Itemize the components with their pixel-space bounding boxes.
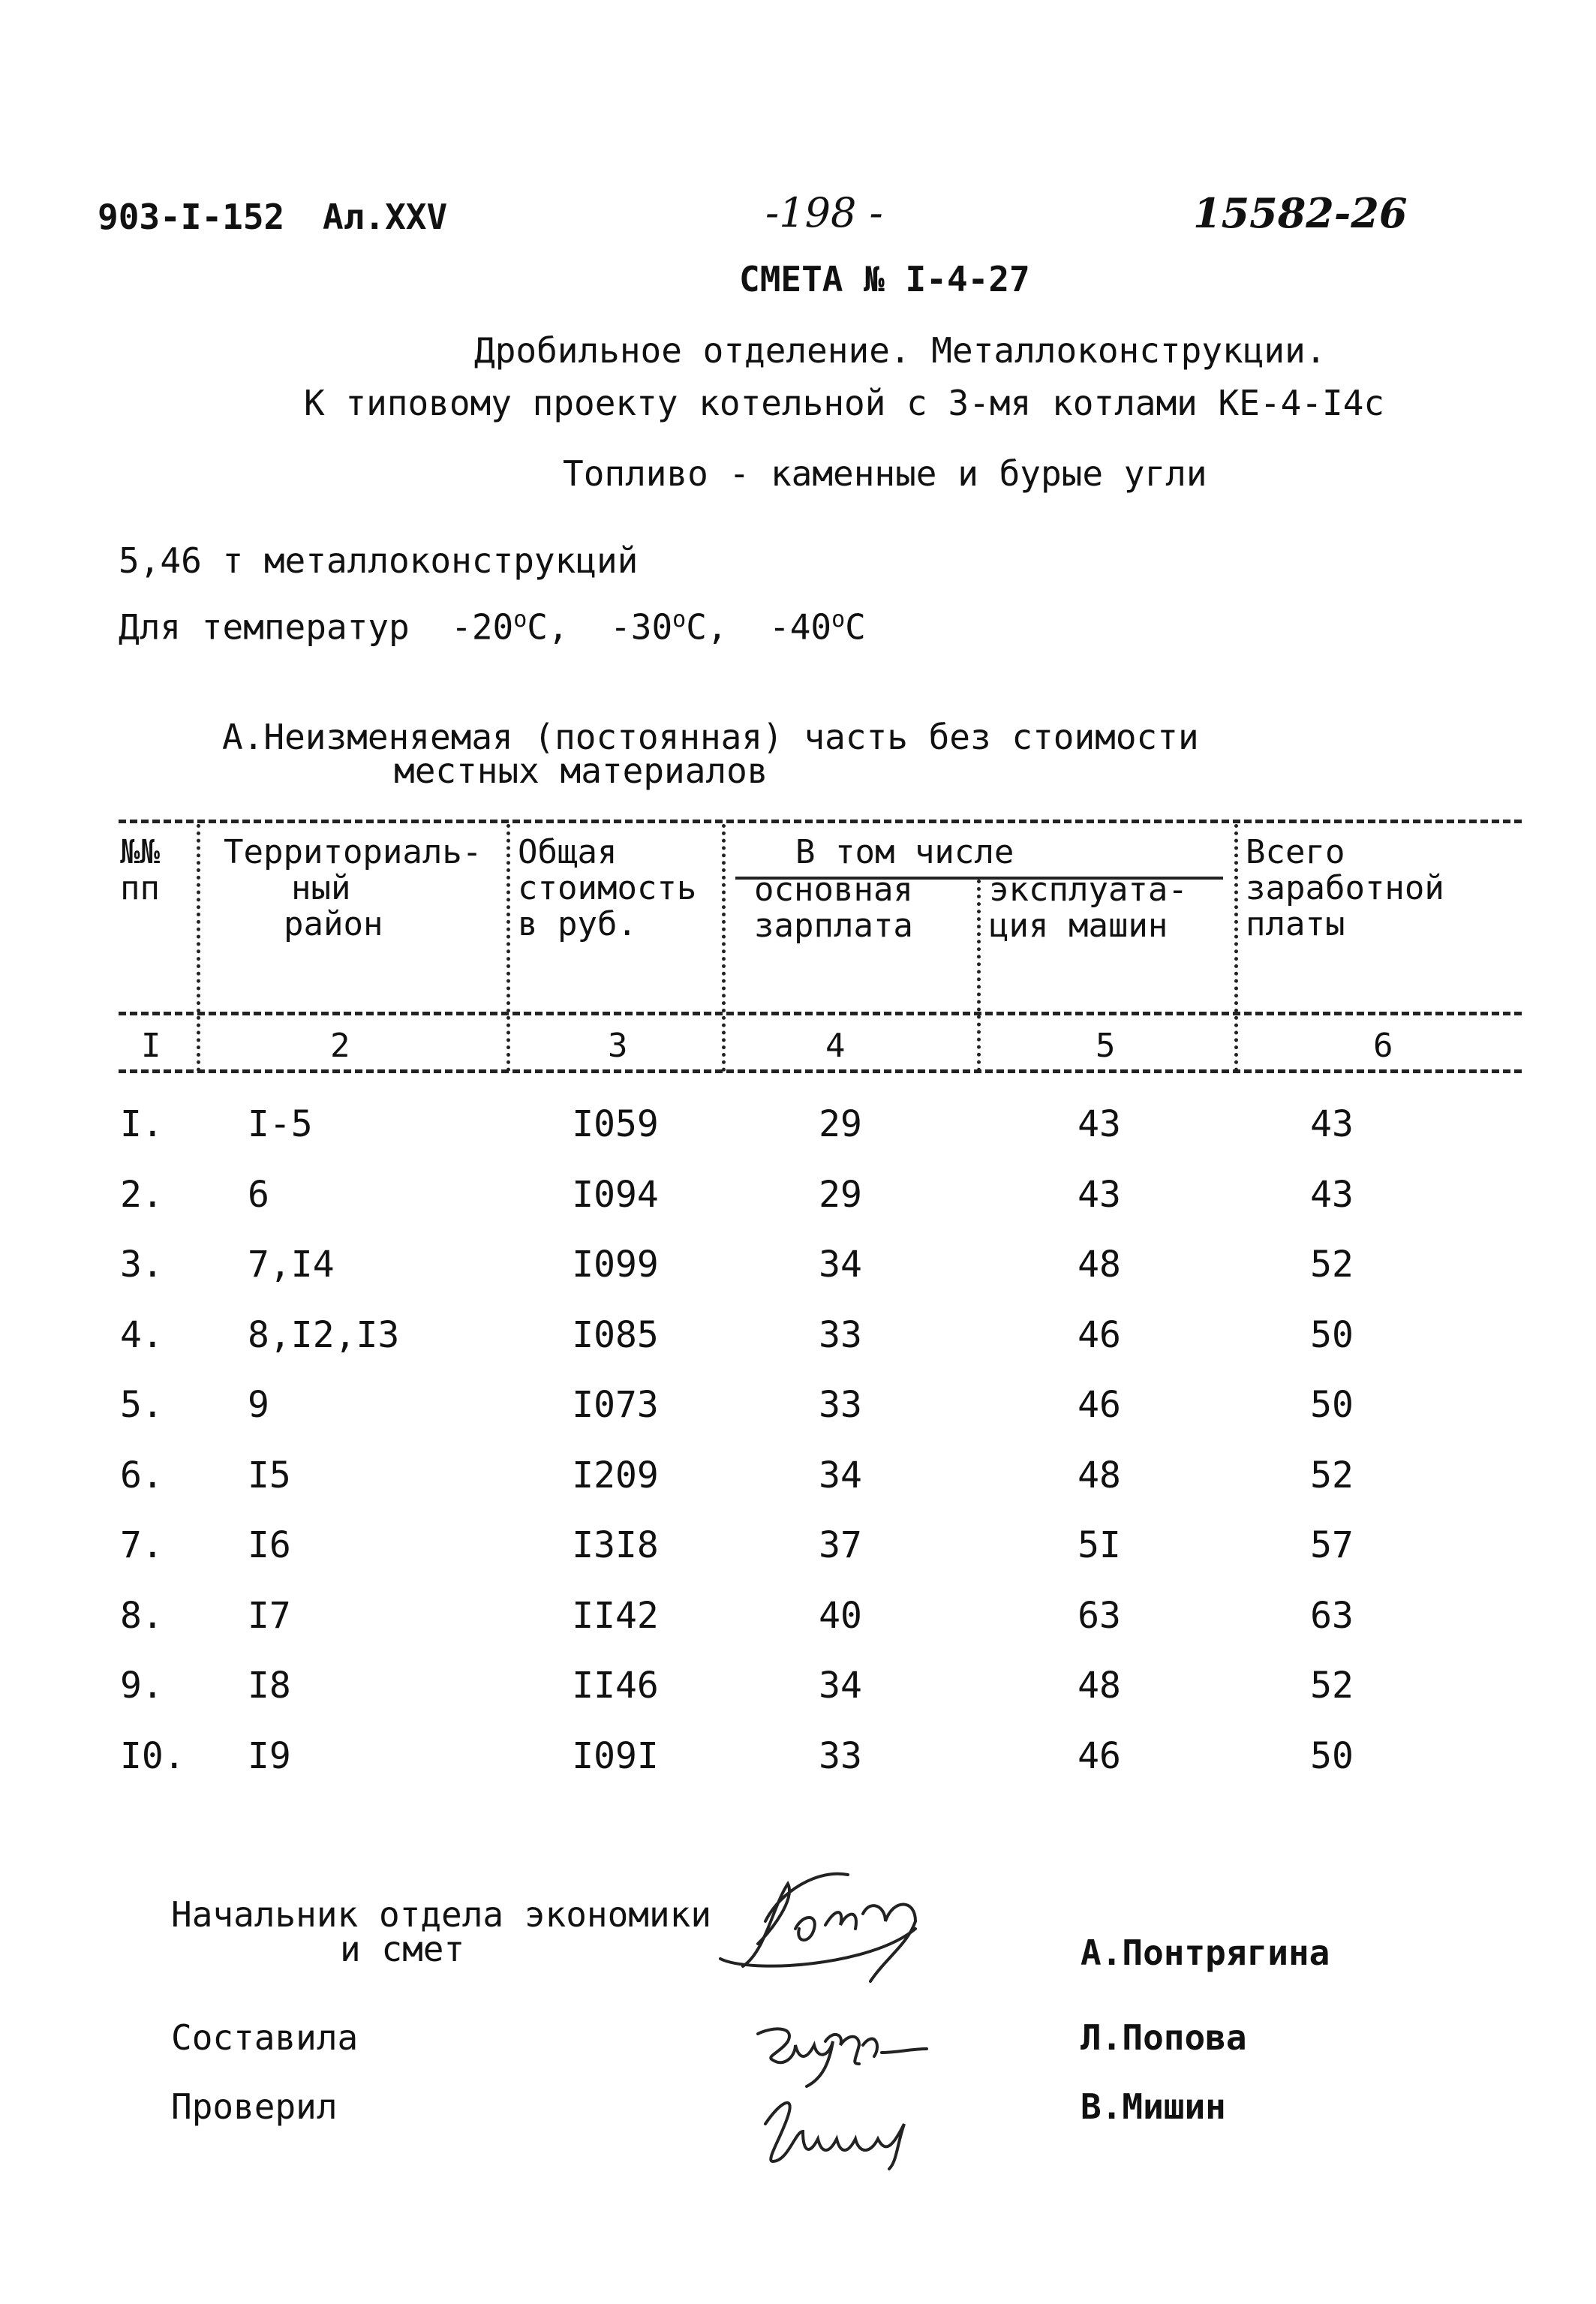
header-text: зарплата [754,907,913,945]
row-number: 5. [120,1384,164,1426]
column-divider [197,824,200,1072]
total-cost-cell: I209 [572,1454,659,1496]
header-col-total [518,835,696,943]
district-cell: 6 [248,1174,269,1216]
salary-cell: 29 [819,1174,862,1216]
row-number: I0. [120,1735,185,1777]
temperature-prefix: Для температур [119,606,410,648]
subtitle-section: Дробильное отделение. Металлоконструкции. [474,330,1327,371]
header-col-machines [989,872,1188,944]
header-text: Общая [518,833,618,871]
machines-cell: 43 [1078,1174,1121,1216]
section-heading: А.Неизменяемая (постоянная) часть без стоимости [222,717,1199,757]
signer-role-checker: Проверил [171,2086,338,2127]
machines-cell: 43 [1078,1103,1121,1145]
signer-role-compiler: Составила [171,2017,359,2058]
celsius-unit: С, [527,606,569,648]
handwritten-signatures [675,1861,1020,2176]
total-cost-cell: I09I [572,1735,659,1777]
header-text: ция машин [989,907,1168,945]
temperature-3: -40 [769,606,832,648]
table-header-rule [119,1012,1522,1015]
celsius-unit: С, [686,606,728,648]
header-text: №№ [120,833,160,871]
header-col-district [224,835,482,943]
header-text: заработной [1246,869,1444,907]
temperature-2: -30 [610,606,673,648]
machines-cell: 63 [1078,1595,1121,1637]
column-divider [506,824,510,1072]
wages-cell: 63 [1310,1595,1354,1637]
row-number: 7. [120,1524,164,1566]
column-number: 2 [330,1027,350,1065]
header-col-number [120,835,160,907]
row-number: 6. [120,1454,164,1496]
header-text: ный [291,869,351,907]
district-cell: 7,I4 [248,1244,335,1286]
wages-cell: 43 [1310,1103,1354,1145]
salary-cell: 40 [819,1595,862,1637]
table-number-rule [119,1069,1522,1073]
header-text: основная [754,871,913,909]
wages-cell: 52 [1310,1244,1354,1286]
row-number: 2. [120,1174,164,1216]
salary-cell: 34 [819,1454,862,1496]
wages-cell: 50 [1310,1384,1354,1426]
document-number: 15582-26 [1193,189,1408,237]
page-title: СМЕТА № I-4-27 [739,259,1030,299]
row-number: 3. [120,1244,164,1286]
machines-cell: 48 [1078,1454,1121,1496]
total-cost-cell: II42 [572,1595,659,1637]
signer-name-checker: В.Мишин [1081,2086,1226,2127]
row-number: 8. [120,1595,164,1637]
header-text: Всего [1246,833,1345,871]
header-text: эксплуата- [989,871,1188,909]
wages-cell: 57 [1310,1524,1354,1566]
machines-cell: 46 [1078,1735,1121,1777]
total-cost-cell: I059 [572,1103,659,1145]
salary-cell: 33 [819,1735,862,1777]
wages-cell: 52 [1310,1665,1354,1707]
document-code: 903-I-152 [98,197,285,237]
total-cost-cell: II46 [572,1665,659,1707]
district-cell: I5 [248,1454,291,1496]
district-cell: I6 [248,1524,291,1566]
district-cell: I7 [248,1595,291,1637]
album-number: Ал.XXV [323,197,448,237]
district-cell: 8,I2,I3 [248,1314,400,1356]
row-number: 4. [120,1314,164,1356]
total-cost-cell: I099 [572,1244,659,1286]
temperature-line [119,606,866,647]
header-text: платы [1246,905,1345,943]
column-number: 6 [1373,1027,1393,1065]
degree-sign: о [672,606,687,633]
total-cost-cell: I094 [572,1174,659,1216]
row-number: 9. [120,1665,164,1707]
total-cost-cell: I073 [572,1384,659,1426]
header-text: в руб. [518,905,637,943]
column-divider [722,824,726,1072]
salary-cell: 29 [819,1103,862,1145]
salary-cell: 37 [819,1524,862,1566]
header-col-wages [1246,835,1444,943]
header-text: район [284,905,383,943]
mass-line: 5,46 т металлоконструкций [119,540,639,581]
district-cell: 9 [248,1384,269,1426]
total-cost-cell: I085 [572,1314,659,1356]
salary-cell: 34 [819,1665,862,1707]
degree-sign: о [513,606,527,633]
machines-cell: 46 [1078,1314,1121,1356]
salary-cell: 34 [819,1244,862,1286]
column-divider [1234,824,1238,1072]
temperature-1: -20 [451,606,514,648]
role-text: Начальник отдела экономики [171,1894,712,1935]
column-number: 3 [608,1027,628,1065]
machines-cell: 48 [1078,1244,1121,1286]
header-text: пп [120,869,160,907]
header-text: Территориаль- [224,833,482,871]
table-top-rule [119,820,1522,823]
column-number: 5 [1096,1027,1116,1065]
header-group: В том числе [795,833,1014,871]
signer-role-head [171,1894,712,1969]
signer-name-compiler: Л.Попова [1081,2017,1247,2058]
machines-cell: 5I [1078,1524,1121,1566]
header-text: стоимость [518,869,697,907]
wages-cell: 52 [1310,1454,1354,1496]
page-number: -198 - [765,189,883,236]
district-cell: I9 [248,1735,291,1777]
district-cell: I8 [248,1665,291,1707]
section-heading-cont: местных материалов [394,750,768,791]
row-number: I. [120,1103,164,1145]
signer-name-head: А.Понтрягина [1081,1933,1330,1973]
header-col-salary [754,872,913,944]
subtitle-fuel: Топливо - каменные и бурые угли [563,453,1207,494]
celsius-unit: С [845,606,866,648]
role-text: и смет [340,1929,465,1969]
wages-cell: 50 [1310,1735,1354,1777]
column-number: 4 [825,1027,846,1065]
subtitle-project: К типовому проекту котельной с 3-мя котлами КЕ-4-I4с [304,383,1385,423]
column-number: I [141,1027,161,1065]
machines-cell: 48 [1078,1665,1121,1707]
wages-cell: 43 [1310,1174,1354,1216]
degree-sign: о [831,606,846,633]
salary-cell: 33 [819,1314,862,1356]
column-divider [977,880,981,1072]
total-cost-cell: I3I8 [572,1524,659,1566]
wages-cell: 50 [1310,1314,1354,1356]
salary-cell: 33 [819,1384,862,1426]
district-cell: I-5 [248,1103,313,1145]
machines-cell: 46 [1078,1384,1121,1426]
